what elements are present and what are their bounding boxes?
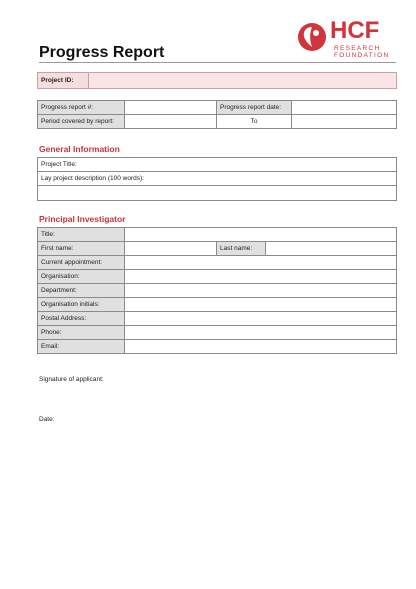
logo-line-research: RESEARCH: [334, 45, 381, 52]
period-covered-label: Period covered by report:: [38, 115, 125, 129]
pi-organisation-field[interactable]: [125, 270, 397, 284]
report-date-label: Progress report date:: [217, 101, 292, 115]
page-title: Progress Report: [39, 44, 165, 61]
pi-email-field[interactable]: [125, 340, 397, 354]
pi-postal-address-field[interactable]: [125, 312, 397, 326]
pi-current-appointment-label: Current appointment:: [38, 256, 125, 270]
period-start-field[interactable]: [125, 115, 217, 129]
pi-postal-address-label: Postal Address:: [38, 312, 125, 326]
report-info-table: [37, 100, 397, 129]
pi-title-field[interactable]: [125, 228, 397, 242]
lay-description-field[interactable]: [38, 186, 397, 201]
project-id-field[interactable]: [89, 73, 397, 89]
logo-brand-text: HCF: [330, 17, 380, 44]
general-information-heading: General Information: [39, 144, 120, 154]
pi-last-name-field[interactable]: [266, 242, 397, 256]
project-id-table: [37, 72, 397, 89]
pi-last-name-label: Last name:: [217, 242, 266, 256]
pi-first-name-field[interactable]: [125, 242, 217, 256]
general-information-table: [37, 157, 397, 201]
period-end-field[interactable]: [292, 115, 397, 129]
pi-department-label: Department:: [38, 284, 125, 298]
pi-organisation-initials-label: Organisation initials:: [38, 298, 125, 312]
pi-phone-field[interactable]: [125, 326, 397, 340]
period-to-label: To: [217, 115, 292, 129]
pi-first-name-label: First name:: [38, 242, 125, 256]
principal-investigator-heading: Principal Investigator: [39, 214, 126, 224]
pi-organisation-initials-field[interactable]: [125, 298, 397, 312]
pi-department-field[interactable]: [125, 284, 397, 298]
title-divider: [39, 62, 396, 63]
project-title-field[interactable]: Project Title:: [38, 158, 397, 172]
pi-current-appointment-field[interactable]: [125, 256, 397, 270]
hcf-heart-icon: [296, 21, 328, 53]
project-id-label: Project ID:: [38, 73, 89, 89]
pi-phone-label: Phone:: [38, 326, 125, 340]
principal-investigator-table: [37, 227, 397, 354]
date-label: Date:: [39, 416, 55, 423]
report-number-field[interactable]: [125, 101, 217, 115]
report-number-label: Progress report #:: [38, 101, 125, 115]
pi-title-label: Title:: [38, 228, 125, 242]
signature-label: Signature of applicant:: [39, 376, 104, 383]
lay-description-label: Lay project description (100 words):: [38, 172, 397, 186]
report-date-field[interactable]: [292, 101, 397, 115]
pi-email-label: Email:: [38, 340, 125, 354]
hcf-logo: [296, 19, 396, 59]
pi-organisation-label: Organisation:: [38, 270, 125, 284]
logo-line-foundation: FOUNDATION: [334, 52, 390, 59]
